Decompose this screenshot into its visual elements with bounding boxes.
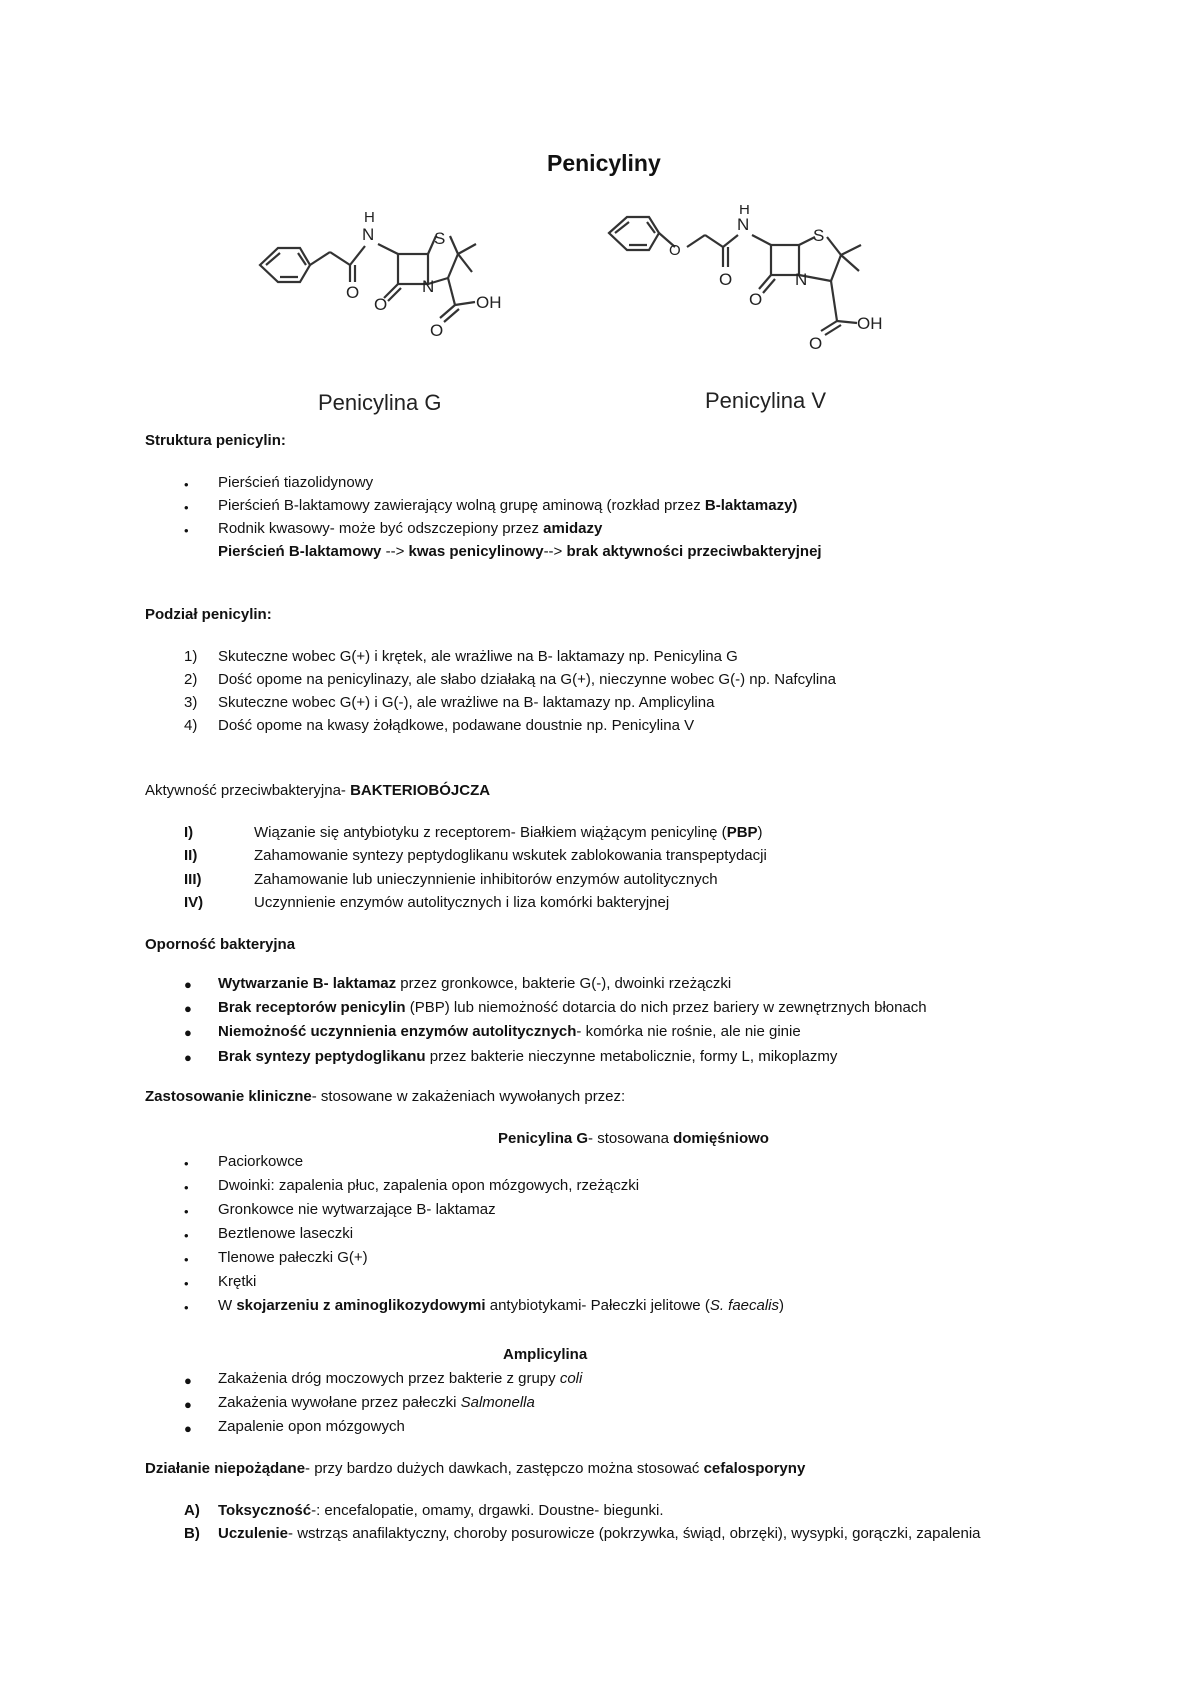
- n-label-v: N: [795, 270, 808, 289]
- bullet-3: •: [184, 523, 189, 538]
- page-title: Penicyliny: [547, 150, 661, 176]
- pen-g-bullet-6: •: [184, 1276, 189, 1291]
- structure-chain: Pierścień B-laktamowy --> kwas penicylinowy--> brak aktywności przeciwbakteryjnej: [218, 543, 822, 560]
- activity-num-1: I): [184, 824, 194, 841]
- activity-num-2: II): [184, 847, 198, 864]
- pen-g-item-6: Krętki: [218, 1273, 257, 1290]
- division-heading: Podział penicylin:: [145, 606, 272, 623]
- bullet-2: •: [184, 500, 189, 515]
- structure-item-1: Pierścień tiazolidynowy: [218, 474, 374, 491]
- division-item-4: Dość opome na kwasy żołądkowe, podawane doustnie np. Penicylina V: [218, 717, 695, 734]
- ampi-bullet-2: ●: [184, 1397, 192, 1412]
- activity-item-2: Zahamowanie syntezy peptydoglikanu wskutek zablokowania transpeptydacji: [254, 847, 767, 864]
- division-item-3: Skuteczne wobec G(+) i G(-), ale wrażliwe na B- laktamazy np. Amplicylina: [218, 694, 715, 711]
- structure-item-3: Rodnik kwasowy- może być odszczepiony przez amidazy: [218, 520, 603, 537]
- adverse-item-b: Uczulenie- wstrząs anafilaktyczny, choroby posurowicze (pokrzywka, świąd, obrzęki), wysypki, gorączki, zapalenia: [218, 1525, 981, 1542]
- n-label-g: N: [422, 277, 435, 296]
- activity-num-4: IV): [184, 894, 204, 911]
- activity-item-4: Uczynnienie enzymów autolitycznych i liza komórki bakteryjnej: [254, 894, 670, 911]
- ampi-bullet-1: ●: [184, 1373, 192, 1388]
- o-label-g-2: O: [374, 295, 388, 314]
- s-label-v: S: [813, 226, 825, 245]
- division-item-2: Dość opome na penicylinazy, ale słabo działaką na G(+), nieczynne wobec G(-) np. Nafcylina: [218, 671, 836, 688]
- ampi-item-3: Zapalenie opon mózgowych: [218, 1418, 405, 1435]
- o-label-g-1: O: [346, 283, 360, 302]
- pen-g-item-1: Paciorkowce: [218, 1153, 304, 1170]
- pen-g-bullet-3: •: [184, 1204, 189, 1219]
- ampicillin-subheading: Amplicylina: [503, 1346, 588, 1363]
- o-label-g-3: O: [430, 321, 444, 340]
- ampi-item-2: Zakażenia wywołane przez pałeczki Salmonella: [218, 1394, 535, 1411]
- o-label-v-3: O: [809, 334, 823, 353]
- bullet-1: •: [184, 477, 189, 492]
- resistance-item-3: Niemożność uczynnienia enzymów autolitycznych- komórka nie rośnie, ale nie ginie: [218, 1023, 801, 1040]
- activity-item-3: Zahamowanie lub unieczynnienie inhibitorów enzymów autolitycznych: [254, 871, 718, 888]
- nh-h-label-v: H: [739, 205, 750, 218]
- division-num-1: 1): [184, 648, 198, 665]
- resistance-heading: Oporność bakteryjna: [145, 936, 296, 953]
- filled-bullet-4: ●: [184, 1050, 192, 1065]
- pen-g-bullet-2: •: [184, 1180, 189, 1195]
- pen-g-subheading: Penicylina G- stosowana domięśniowo: [498, 1130, 769, 1147]
- pen-g-item-3: Gronkowce nie wytwarzające B- laktamaz: [218, 1201, 496, 1218]
- oh-label-g: OH: [476, 293, 502, 312]
- division-num-4: 4): [184, 717, 198, 734]
- ampi-item-1: Zakażenia dróg moczowych przez bakterie z grupy coli: [218, 1370, 583, 1387]
- resistance-item-1: Wytwarzanie B- laktamaz przez gronkowce, bakterie G(-), dwoinki rzeżączki: [218, 975, 732, 992]
- structure-item-2: Pierścień B-laktamowy zawierający wolną grupę aminową (rozkład przez B-laktamazy): [218, 497, 798, 514]
- pen-g-item-2: Dwoinki: zapalenia płuc, zapalenia opon mózgowych, rzeżączki: [218, 1177, 640, 1194]
- penicillin-v-structure: [605, 205, 965, 375]
- o-label-v-ether: O: [669, 242, 681, 259]
- resistance-item-2: Brak receptorów penicylin (PBP) lub niemożność dotarcia do nich przez bariery w zewnętrznych błonach: [218, 999, 927, 1016]
- nh-h-label-g: H: [364, 210, 375, 226]
- adverse-num-b: B): [184, 1525, 200, 1542]
- pen-g-bullet-4: •: [184, 1228, 189, 1243]
- pen-g-item-combo: W skojarzeniu z aminoglikozydowymi antybiotykami- Pałeczki jelitowe (S. faecalis): [218, 1297, 785, 1314]
- division-item-1: Skuteczne wobec G(+) i krętek, ale wrażliwe na B- laktamazy np. Penicylina G: [218, 648, 738, 665]
- activity-heading: Aktywność przeciwbakteryjna- BAKTERIOBÓJCZA: [145, 782, 491, 799]
- filled-bullet-2: ●: [184, 1001, 192, 1016]
- s-label-g: S: [434, 229, 446, 248]
- o-label-v-2: O: [749, 290, 763, 309]
- adverse-num-a: A): [184, 1502, 200, 1519]
- caption-penicillin-g: Penicylina G: [318, 390, 442, 415]
- ampi-bullet-3: ●: [184, 1421, 192, 1436]
- penicillin-g-structure: [250, 210, 550, 370]
- o-label-v-1: O: [719, 270, 733, 289]
- pen-g-item-4: Beztlenowe laseczki: [218, 1225, 354, 1242]
- pen-g-bullet-5: •: [184, 1252, 189, 1267]
- nh-n-label-v: N: [737, 215, 750, 234]
- adverse-item-a: Toksyczność-: encefalopatie, omamy, drgawki. Doustne- biegunki.: [218, 1502, 664, 1519]
- structure-heading: Struktura penicylin:: [145, 432, 286, 449]
- activity-num-3: III): [184, 871, 202, 888]
- pen-g-bullet-1: •: [184, 1156, 189, 1171]
- clinical-heading: Zastosowanie kliniczne- stosowane w zakażeniach wywołanych przez:: [145, 1088, 626, 1105]
- division-num-3: 3): [184, 694, 198, 711]
- oh-label-v: OH: [857, 314, 883, 333]
- nh-n-label-g: N: [362, 225, 375, 244]
- pen-g-bullet-7: •: [184, 1300, 189, 1315]
- filled-bullet-1: ●: [184, 977, 192, 992]
- division-num-2: 2): [184, 671, 198, 688]
- filled-bullet-3: ●: [184, 1025, 192, 1040]
- activity-item-1: Wiązanie się antybiotyku z receptorem- Białkiem wiążącym penicylinę (PBP): [254, 824, 763, 841]
- pen-g-item-5: Tlenowe pałeczki G(+): [218, 1249, 368, 1266]
- caption-penicillin-v: Penicylina V: [705, 388, 827, 413]
- adverse-heading: Działanie niepożądane- przy bardzo dużych dawkach, zastępczo można stosować cefalosporyny: [145, 1460, 806, 1477]
- resistance-item-4: Brak syntezy peptydoglikanu przez bakterie nieczynne metabolicznie, formy L, mikoplazmy: [218, 1048, 838, 1065]
